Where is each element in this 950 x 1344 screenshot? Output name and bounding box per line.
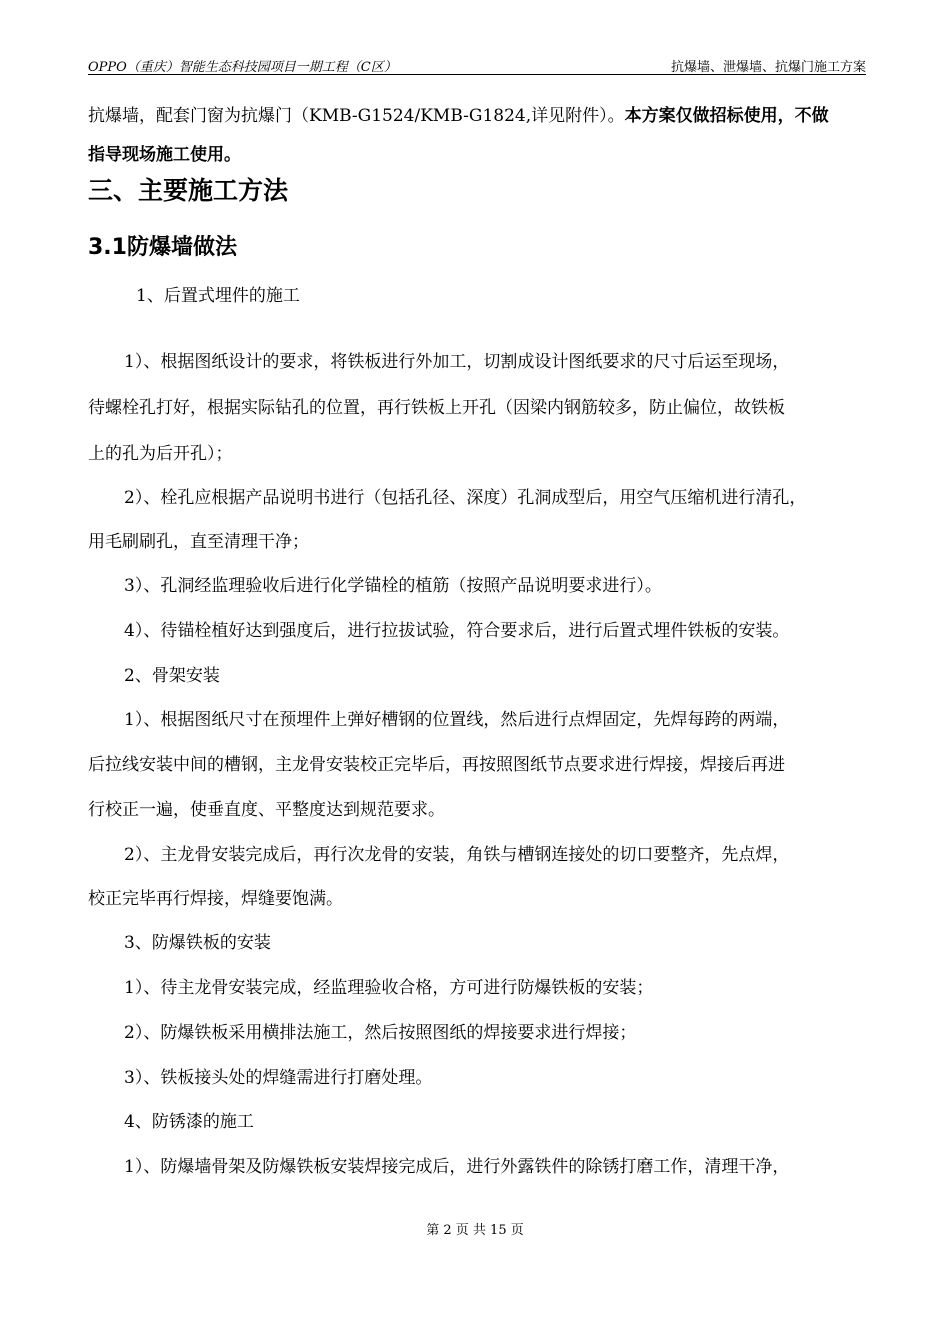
paragraph-line: 3）、铁板接头处的焊缝需进行打磨处理。: [124, 1068, 433, 1088]
section-title: 三、主要施工方法: [88, 176, 289, 205]
intro-line-2: 指导现场施工使用。: [88, 145, 241, 165]
paragraph-line: 1）、根据图纸设计的要求，将铁板进行外加工，切割成设计图纸要求的尺寸后运至现场，: [124, 352, 790, 372]
intro-line-1-text: 抗爆墙，配套门窗为抗爆门（KMB-G1524/KMB-G1824,详见附件）。: [88, 106, 625, 126]
header-document-title: 抗爆墙、泄爆墙、抗爆门施工方案: [670, 60, 866, 75]
page-header: [88, 52, 866, 75]
header-project-name: OPPO（重庆）智能生态科技园项目一期工程（C区）: [88, 60, 397, 75]
paragraph-line: 2）、防爆铁板采用横排法施工，然后按照图纸的焊接要求进行焊接；: [124, 1023, 637, 1043]
item-title-4: 4、防锈漆的施工: [124, 1112, 254, 1132]
item-title-1: 1、后置式埋件的施工: [136, 286, 300, 306]
paragraph-line: 上的孔为后开孔）；: [88, 444, 233, 464]
paragraph-line: 待螺栓孔打好，根据实际钻孔的位置，再行铁板上开孔（因梁内钢筋较多，防止偏位，故铁板: [88, 398, 785, 418]
paragraph-line: 行校正一遍，使垂直度、平整度达到规范要求。: [88, 800, 445, 820]
paragraph-line: 3）、孔洞经监理验收后进行化学锚栓的植筋（按照产品说明要求进行）。: [124, 576, 662, 596]
intro-line-1: [88, 103, 873, 129]
paragraph-line: 2）、主龙骨安装完成后，再行次龙骨的安装，角铁与槽钢连接处的切口要整齐，先点焊，: [124, 845, 790, 865]
subsection-title: 3.1防爆墙做法: [88, 235, 237, 260]
page-number: 第 2 页 共 15 页: [426, 1223, 524, 1238]
paragraph-line: 1）、根据图纸尺寸在预埋件上弹好槽钢的位置线，然后进行点焊固定，先焊每跨的两端，: [124, 710, 790, 730]
paragraph-line: 2）、栓孔应根据产品说明书进行（包括孔径、深度）孔洞成型后，用空气压缩机进行清孔，: [124, 488, 807, 508]
item-title-2: 2、骨架安装: [124, 666, 220, 686]
paragraph-line: 1）、待主龙骨安装完成，经监理验收合格，方可进行防爆铁板的安装；: [124, 978, 654, 998]
intro-line-1-bold: 本方案仅做招标使用，不做: [624, 106, 829, 126]
paragraph-line: 用毛刷刷孔，直至清理干净；: [88, 532, 309, 552]
paragraph-line: 校正完毕再行焊接，焊缝要饱满。: [88, 889, 343, 909]
paragraph-line: 1）、防爆墙骨架及防爆铁板安装焊接完成后，进行外露铁件的除锈打磨工作，清理干净，: [124, 1157, 790, 1177]
paragraph-line: 4）、待锚栓植好达到强度后，进行拉拔试验，符合要求后，进行后置式埋件铁板的安装。: [124, 621, 790, 641]
item-title-3: 3、防爆铁板的安装: [124, 933, 271, 953]
paragraph-line: 后拉线安装中间的槽钢，主龙骨安装校正完毕后，再按照图纸节点要求进行焊接，焊接后再进: [88, 755, 785, 775]
